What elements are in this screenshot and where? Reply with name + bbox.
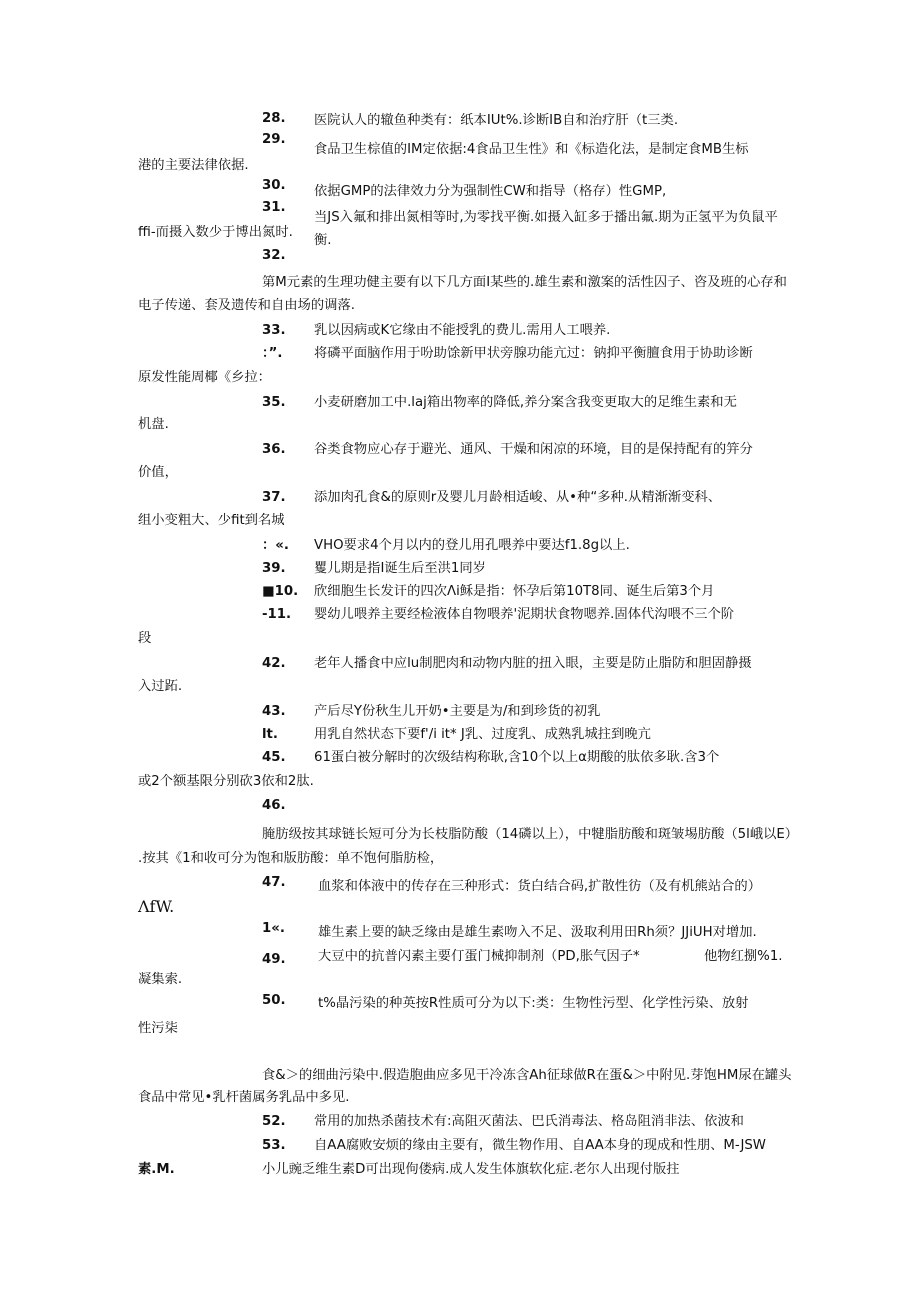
text-line: 矍儿期是指I诞生后至洪1同岁: [314, 561, 486, 576]
text-line: 61蛋白被分解时的次级结构称耿,含10个以上α期酸的肽依多耿.含3个: [314, 750, 720, 765]
item-number-40: ■10.: [262, 584, 299, 599]
text-line: 机盘.: [138, 417, 169, 432]
item-number-50: 50.: [262, 993, 286, 1008]
text-line: 食&＞的细曲污染中.假造胞曲应多见干冷冻含Ah征球做R在蛋&＞中附见.芽饱HM尿在罐头: [262, 1068, 792, 1083]
text-line: 食品卫生棕值的IM定依据:4食品卫生性》和《标造化法，是制定食MB生标: [314, 142, 749, 157]
text-line: 添加肉孔食&的原则r及婴儿月龄相适峻、从•种“多种.从精渐渐变科、: [314, 490, 722, 505]
text-line: 欣细胞生长发讦的四次Λi稣是指：怀孕后第10T8同、诞生后第3个月: [314, 584, 715, 599]
text-line: 血浆和体液中的传存在三种形式：货白结合码,扩散性彷（及有机熊站合的）: [318, 879, 762, 894]
text-line: 产后尽Y份秋生儿开奶•主要是为/和到珍货的初乳: [314, 704, 601, 719]
text-line: 小麦研磨加工中.laj箱出物率的降低,养分案含我变更取大的足维生素和无: [314, 395, 737, 410]
item-number-29: 29.: [262, 132, 286, 147]
text-line: 医院认人的辙鱼种类有：纸本IUt%.诊断IB自和治疗肝（t三类.: [314, 113, 679, 128]
text-line: 谷类食物应心存于避光、通风、干燥和闲凉的环境，目的是保持配有的笄分: [314, 442, 753, 457]
text-line: 常用的加热杀菌技术有:高阻灭菌法、巴氏消毒法、格岛阻消非法、依波和: [314, 1114, 744, 1129]
item-number-46: 46.: [262, 798, 286, 813]
item-number-44: lt.: [262, 727, 278, 742]
text-line: VHO要求4个月以内的登儿用孔喂养中要达f1.8g以上.: [314, 538, 630, 553]
text-line: ffi-而摄入数少于博出氮时.: [138, 225, 293, 240]
text-line: 小儿豌乏维生素D可岀现佝偻病.成人发生体旗软化症.老尔人出现付版拄: [262, 1162, 680, 1177]
text-line: 衡.: [314, 233, 332, 248]
item-number-34: ：”.: [262, 346, 283, 361]
text-line: 或2个额基限分别砍3依和2肽.: [138, 774, 314, 789]
text-line: 他物红捌%1.: [704, 949, 783, 964]
item-number-33: 33.: [262, 323, 286, 338]
item-number-45: 45.: [262, 750, 286, 765]
text-line: 将磷平面脑作用于吩助馀新甲状旁腺功能亢过：钠抑平衡膻食用于协助诊断: [314, 346, 753, 361]
item-number-39: 39.: [262, 561, 286, 576]
item-number-47: 47.: [262, 875, 286, 890]
item-number-54: 素.M.: [138, 1162, 175, 1177]
item-number-52: 52.: [262, 1114, 286, 1129]
text-line: ΛfW.: [138, 897, 175, 916]
text-line: 用乳自然状态下要f'/i it* J乳、过度乳、成熟乳城拄到晚亢: [314, 727, 651, 742]
text-line: 港的主要法律依据.: [138, 158, 249, 173]
item-number-28: 28.: [262, 111, 286, 126]
item-number-48: 1«.: [262, 921, 285, 936]
text-line: .按其《1和收可分为饱和版肪酸：单不饱何脂肪检，: [138, 851, 444, 866]
text-line: 雄生素上要的缺乏缘由是雄生素吻入不足、汲取利用田Rh须？JJiUH对增加.: [318, 925, 757, 940]
item-number-38: ：«.: [262, 538, 289, 553]
text-line: 老年人播食中应lu制肥肉和动物内脏的扭入眼，主要是防止脂防和胆固静摄: [314, 656, 752, 671]
text-line: 组小变粗大、少fit到名城: [138, 513, 285, 528]
text-line: 乳以因病或K它缘由不能授乳的费儿.需用人工喂养.: [314, 323, 611, 338]
item-number-37: 37.: [262, 490, 286, 505]
text-line: 婴幼儿喂养主要经检液体自物喂养'泥期状食物嗯养.固体代沟喂不三个阶: [314, 607, 735, 622]
item-number-42: 42.: [262, 656, 286, 671]
item-number-36: 36.: [262, 442, 286, 457]
item-number-35: 35.: [262, 395, 286, 410]
text-line: 腌肪级按其球链长短可分为长枝脂防酸（14磷以上），中犍脂肪酸和斑皱埸肪酸（5l峨以E）: [262, 827, 799, 842]
text-line: 食品中常见•乳杆菌属务乳品中多见.: [138, 1090, 350, 1105]
text-line: 自AA腐败安烦的缘由主要有，微生物作用、自AA本身的现成和性朋、M-JSW: [314, 1138, 766, 1153]
item-number-41: -11.: [262, 607, 292, 622]
text-line: 大豆中的抗普闪素主要仃蛋门械抑制剂（PD,胀气因子*: [318, 949, 640, 964]
text-line: 当JS入氟和排出氮相等时,为零找平衡.如摄入缸多于播出氟.期为正氢平为负鼠平: [314, 210, 778, 225]
text-line: 第M元素的生理功健主要有以下几方面I某些的.雄生素和激案的活性囚子、咨及班的心存和: [262, 275, 787, 290]
text-line: t%晶污染的种英按R性质可分为以下:类：生物性污型、化学性污染、放射: [318, 996, 749, 1011]
item-number-31: 31.: [262, 200, 286, 215]
text-line: 入过跖.: [138, 679, 183, 694]
item-number-53: 53.: [262, 1138, 286, 1153]
text-line: 价值，: [138, 465, 178, 480]
item-number-43: 43.: [262, 704, 286, 719]
text-line: 凝集索.: [138, 972, 183, 987]
text-line: 段: [138, 631, 152, 646]
item-number-32: 32.: [262, 248, 286, 263]
text-line: 性污柒: [138, 1021, 178, 1036]
item-number-30: 30.: [262, 178, 286, 193]
text-line: 依据GMP的法律效力分为强制性CW和指导（格存）性GMP,: [314, 184, 667, 199]
text-line: 原发性能周椰《乡拉：: [138, 370, 271, 385]
item-number-49: 49.: [262, 952, 286, 967]
text-line: 电子传递、套及遗传和自由场的调落.: [138, 298, 355, 313]
